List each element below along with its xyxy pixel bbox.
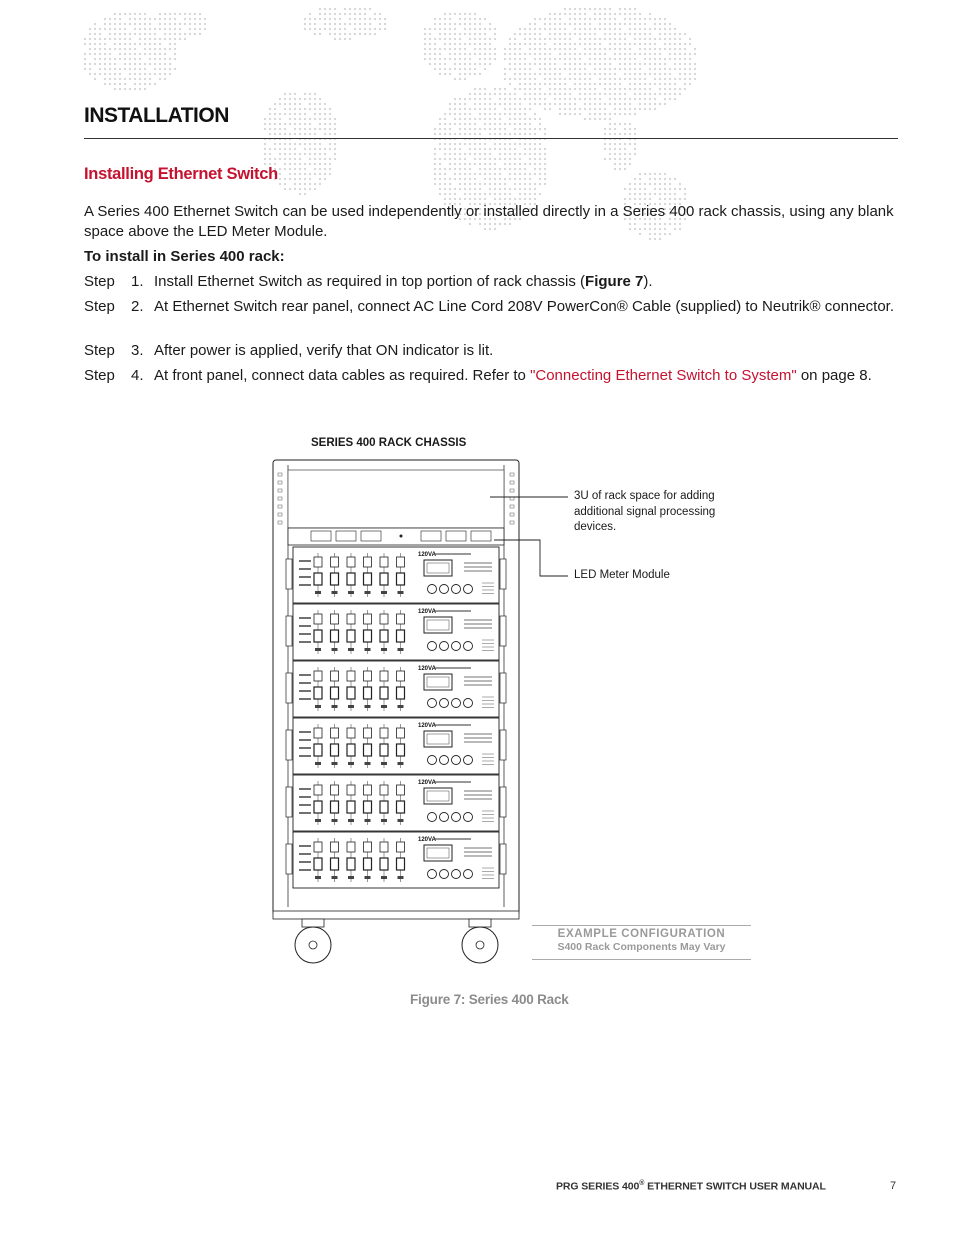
section-divider (84, 138, 898, 139)
step-text (154, 366, 894, 386)
intro-paragraph: A Series 400 Ethernet Switch can be used independently or installed directly in a Series 400 rack chassis, using any blank space above the LED Meter Module. (84, 203, 894, 240)
chassis-label: SERIES 400 RACK CHASSIS (311, 437, 467, 449)
footer-manual-title (556, 1180, 826, 1193)
example-configuration-box (532, 925, 751, 960)
distribution-module (286, 718, 506, 774)
step-number: 3. (131, 342, 144, 359)
distribution-module (286, 604, 506, 660)
step-text: At Ethernet Switch rear panel, connect AC Line Cord 208V PowerCon® Cable (supplied) to Neutrik® connector. (154, 298, 894, 315)
figure-caption: Figure 7: Series 400 Rack (410, 992, 569, 1007)
distribution-module (286, 775, 506, 831)
step-text: After power is applied, verify that ON indicator is lit. (154, 342, 494, 359)
example-title: EXAMPLE CONFIGURATION (557, 928, 726, 940)
step-label: Step (84, 273, 115, 290)
svg-text:120VA: 120VA (418, 723, 436, 729)
rack-base (273, 911, 519, 919)
step-label: Step (84, 298, 115, 315)
blank-3u-space (288, 470, 504, 528)
left-caster (295, 919, 331, 963)
callout-rack-space: 3U of rack space for adding additional signal processing devices. (574, 490, 716, 533)
registered-mark: ® (639, 1180, 645, 1187)
callout-led-meter: LED Meter Module (574, 569, 670, 581)
step-number: 2. (131, 298, 144, 315)
footer-title-prefix: PRG SERIES 400 (556, 1180, 640, 1193)
step-label: Step (84, 367, 115, 384)
distribution-module (286, 832, 506, 888)
step-text-part: ). (643, 273, 653, 290)
svg-text:120VA: 120VA (418, 780, 436, 786)
step-text-part: Install Ethernet Switch as required in top portion of rack chassis ( (154, 273, 586, 290)
subsection-title: Installing Ethernet Switch (84, 165, 278, 183)
right-caster (462, 919, 498, 963)
step-number: 4. (131, 367, 144, 384)
svg-text:120VA: 120VA (418, 666, 436, 672)
page-number: 7 (890, 1180, 897, 1192)
figure-reference: Figure 7 (585, 273, 644, 290)
step-number: 1. (131, 273, 144, 290)
example-subtitle: S400 Rack Components May Vary (557, 941, 726, 953)
footer-title-suffix: ETHERNET SWITCH USER MANUAL (644, 1180, 826, 1193)
step-text-part: on page 8. (796, 367, 872, 384)
callout-leader-lines (490, 490, 580, 590)
distribution-module (286, 661, 506, 717)
svg-text:120VA: 120VA (418, 837, 436, 843)
step-label: Step (84, 342, 115, 359)
section-title: INSTALLATION (84, 104, 229, 127)
distribution-module (286, 547, 506, 603)
svg-text:120VA: 120VA (418, 552, 436, 558)
procedure-heading: To install in Series 400 rack: (84, 248, 285, 265)
led-meter-module (288, 528, 504, 545)
svg-text:120VA: 120VA (418, 609, 436, 615)
cross-reference-link[interactable]: "Connecting Ethernet Switch to System" (530, 367, 797, 384)
step-text (154, 272, 894, 292)
step-text-part: At front panel, connect data cables as required. Refer to (154, 367, 531, 384)
